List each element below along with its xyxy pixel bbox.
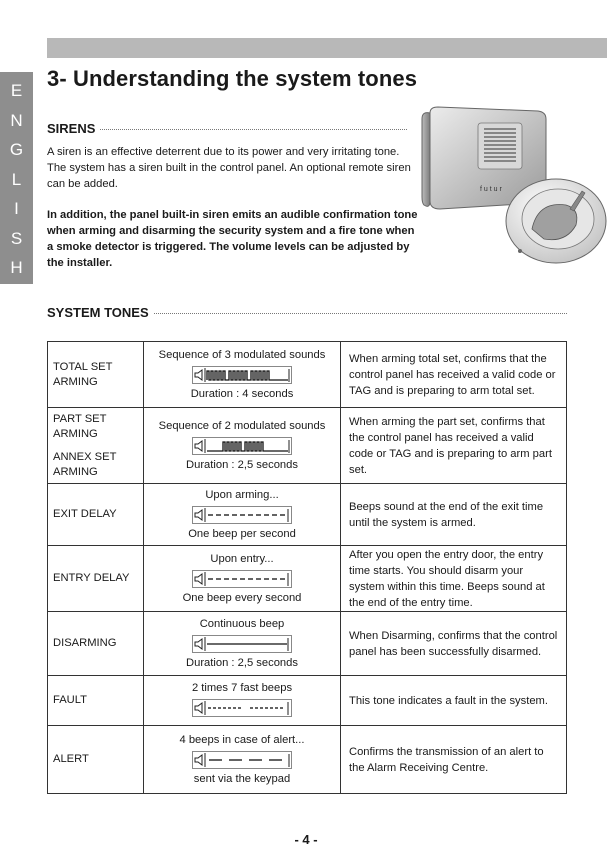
language-tab-letter: E — [10, 81, 23, 100]
tone-name-line: ALERT — [53, 753, 89, 765]
speaker-waveform-icon — [192, 437, 292, 455]
tone-description: Beeps sound at the end of the exit time until the system is armed. — [341, 484, 567, 546]
tone-name-line: ENTRY DELAY — [53, 572, 130, 584]
sirens-paragraph-1: A siren is an effective deterrent due to its power and very irritating tone. The system has a siren built in the control panel. An optional remote siren can be added. — [47, 146, 411, 190]
tone-name-line: ARMING — [53, 427, 98, 440]
tone-signal-title: Continuous beep — [199, 617, 285, 630]
tone-description: Confirms the transmission of an alert to the Alarm Receiving Centre. — [341, 726, 567, 794]
tone-signal — [144, 726, 341, 794]
heading-dots — [154, 312, 567, 314]
tone-signal — [144, 484, 341, 546]
tone-signal-title: Upon arming... — [205, 488, 279, 501]
speaker-waveform-icon — [192, 506, 292, 524]
speaker-waveform-icon — [192, 751, 292, 769]
tone-name-line: FAULT — [53, 694, 87, 706]
tone-signal-title: 4 beeps in case of alert... — [179, 733, 305, 746]
tone-name-line: PART SET — [53, 412, 107, 425]
tone-signal — [144, 612, 341, 676]
tone-row-entry-delay — [48, 546, 567, 612]
tone-name — [48, 546, 144, 612]
tone-signal-duration: One beep per second — [188, 527, 296, 540]
tone-description: When arming total set, confirms that the control panel has received a valid code or TAG and is preparing to arm total set. — [341, 342, 567, 408]
tone-row-exit-delay — [48, 484, 567, 546]
tone-name-line: ARMING — [53, 465, 98, 478]
system-tones-heading — [47, 305, 567, 320]
tone-name — [48, 408, 144, 484]
page-title: 3- Understanding the system tones — [47, 66, 418, 91]
language-tab-letter: H — [10, 258, 23, 277]
heading-dots — [100, 128, 407, 130]
tone-signal-title: Sequence of 3 modulated sounds — [158, 348, 326, 361]
language-tab-letter: N — [10, 110, 23, 130]
tone-signal — [144, 408, 341, 484]
tone-signal-title: Sequence of 2 modulated sounds — [158, 419, 326, 432]
sirens-heading — [47, 121, 407, 136]
tone-name — [48, 342, 144, 408]
system-tones-heading-label: SYSTEM TONES — [47, 305, 149, 320]
speaker-waveform-icon — [192, 570, 292, 588]
tone-description: When arming the part set, confirms that the control panel has received a valid code or TAG and is preparing to arm part set. — [341, 408, 567, 484]
tone-signal-duration: Duration : 4 seconds — [190, 387, 294, 400]
language-tab-letter: I — [14, 199, 19, 218]
device-brand-text: f u t u r — [480, 186, 502, 193]
tone-row-alert — [48, 726, 567, 794]
tone-signal — [144, 676, 341, 726]
speaker-waveform-icon — [192, 366, 292, 384]
tone-row-total-set — [48, 342, 567, 408]
tone-name — [48, 484, 144, 546]
sirens-heading-label: SIRENS — [47, 121, 96, 136]
tone-signal — [144, 342, 341, 408]
tone-signal-title: Upon entry... — [210, 552, 274, 565]
tone-description: After you open the entry door, the entry time starts. You should disarm your system within this time. Beeps sound at the end of the entry time. — [341, 546, 567, 612]
page-number: - 4 - — [294, 832, 318, 847]
tone-signal-duration: One beep every second — [182, 591, 302, 604]
tone-row-part-set — [48, 408, 567, 484]
speaker-waveform-icon — [192, 635, 292, 653]
tone-name-line: EXIT DELAY — [53, 508, 117, 520]
language-tab-letter: L — [11, 169, 22, 189]
tone-signal-title: 2 times 7 fast beeps — [191, 682, 293, 694]
speaker-waveform-icon — [192, 699, 292, 717]
tone-description: When Disarming, confirms that the control panel has been successfully disarmed. — [341, 612, 567, 676]
tone-name — [48, 676, 144, 726]
tone-signal-duration: Duration : 2,5 seconds — [186, 458, 298, 471]
tone-signal-duration: sent via the keypad — [193, 772, 291, 785]
sirens-paragraph-2: In addition, the panel built-in siren emits an audible confirmation tone when arming and disarming the security system and a fire tone when a smoke detector is triggered. The volume levels can be adjusted by the installer. — [47, 209, 418, 269]
tone-signal — [144, 546, 341, 612]
tone-name — [48, 726, 144, 794]
language-tab-letter: G — [9, 140, 24, 159]
tone-name-line: DISARMING — [53, 637, 117, 649]
tone-row-fault — [48, 676, 567, 726]
language-tab-letter: S — [10, 228, 23, 248]
tone-name — [48, 612, 144, 676]
tone-name-line: ARMING — [53, 375, 98, 388]
control-panel-illustration — [420, 105, 608, 265]
language-tab — [0, 72, 33, 284]
tone-description: This tone indicates a fault in the system. — [341, 676, 567, 726]
tone-name-line: TOTAL SET — [53, 360, 113, 373]
tone-signal-duration: Duration : 2,5 seconds — [186, 656, 298, 669]
tone-name-line: ANNEX SET — [53, 450, 117, 463]
header-bar — [47, 38, 607, 58]
tone-row-disarming — [48, 612, 567, 676]
system-tones-table — [47, 341, 567, 794]
